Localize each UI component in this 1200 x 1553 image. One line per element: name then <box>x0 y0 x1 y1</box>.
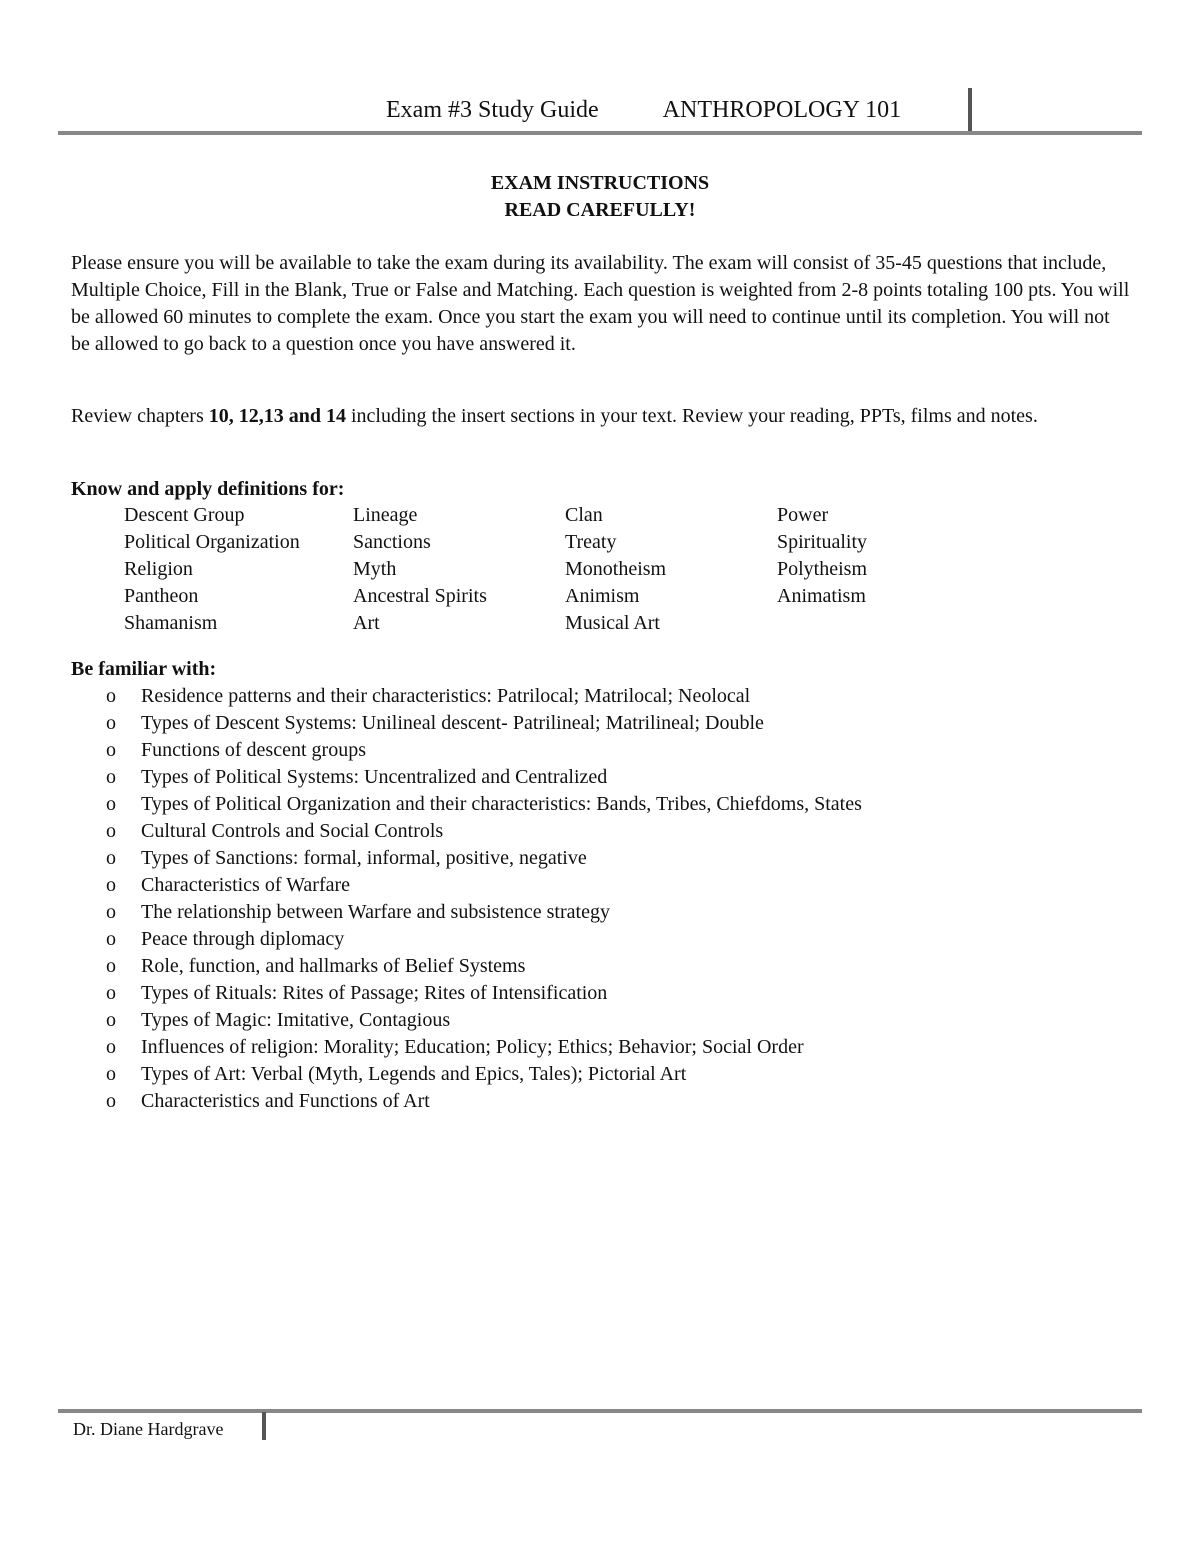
list-item-text: Types of Rituals: Rites of Passage; Rites of Intensification <box>141 982 608 1004</box>
definition-term: Animism <box>565 585 640 607</box>
definition-term: Religion <box>124 558 193 580</box>
definition-term: Power <box>777 504 829 526</box>
list-item-text: Influences of religion: Morality; Education; Policy; Ethics; Behavior; Social Order <box>141 1036 804 1058</box>
definitions-row <box>124 583 977 610</box>
hollow-bullet-icon: o <box>106 1036 116 1058</box>
footer-rule <box>58 1409 1142 1413</box>
instructions-title-line2: READ CAREFULLY! <box>504 199 696 221</box>
review-chapters-b: 14 <box>325 405 346 427</box>
familiar-heading: Be familiar with: <box>71 658 217 680</box>
hollow-bullet-icon: o <box>106 820 116 842</box>
definitions-row <box>124 610 977 637</box>
list-item-text: The relationship between Warfare and subsistence strategy <box>141 901 610 923</box>
list-item-text: Types of Sanctions: formal, informal, positive, negative <box>141 847 587 869</box>
page-header <box>386 94 901 126</box>
course-name: ANTHROPOLOGY 101 <box>662 97 902 123</box>
definition-term: Political Organization <box>124 531 300 553</box>
definition-term: Clan <box>565 504 603 526</box>
instructions-paragraph: Please ensure you will be available to take the exam during its availability. The exam will consist of 35-45 questions that include, Multiple Choice, Fill in the Blank, True or False and Matching. Each question is weighted from 2-8 points totaling 100 pts. You will be allowed 60 minutes to complete the exam. Once you start the exam you will need to continue until its completion. You will not be allowed to go back to a question once you have answered it. <box>71 252 1130 355</box>
list-item-text: Residence patterns and their characteristics: Patrilocal; Matrilocal; Neolocal <box>141 685 751 707</box>
hollow-bullet-icon: o <box>106 1009 116 1031</box>
hollow-bullet-icon: o <box>106 982 116 1004</box>
list-item-text: Types of Political Systems: Uncentralized and Centralized <box>141 766 608 788</box>
definition-term: Ancestral Spirits <box>353 585 487 607</box>
definition-term: Musical Art <box>565 612 660 634</box>
definition-term: Art <box>353 612 380 634</box>
hollow-bullet-icon: o <box>106 874 116 896</box>
list-item-text: Characteristics and Functions of Art <box>141 1090 430 1112</box>
guide-title: Exam #3 Study Guide <box>386 97 599 123</box>
definition-term <box>777 610 977 637</box>
list-item-text: Types of Descent Systems: Unilineal descent- Patrilineal; Matrilineal; Double <box>141 712 764 734</box>
hollow-bullet-icon: o <box>106 793 116 815</box>
list-item-text: Peace through diplomacy <box>141 928 345 950</box>
definition-term: Sanctions <box>353 531 431 553</box>
definition-term: Spirituality <box>777 531 867 553</box>
definition-term: Animatism <box>777 585 866 607</box>
definitions-grid <box>124 502 977 637</box>
header-rule <box>58 131 1142 135</box>
instructions-title-line1: EXAM INSTRUCTIONS <box>490 172 710 194</box>
review-chapters-a: 10, 12,13 <box>208 405 284 427</box>
hollow-bullet-icon: o <box>106 685 116 707</box>
definition-term: Polytheism <box>777 558 868 580</box>
list-item-text: Functions of descent groups <box>141 739 366 761</box>
definition-term: Treaty <box>565 531 617 553</box>
definitions-row <box>124 502 977 529</box>
hollow-bullet-icon: o <box>106 928 116 950</box>
hollow-bullet-icon: o <box>106 766 116 788</box>
definition-term: Shamanism <box>124 612 218 634</box>
hollow-bullet-icon: o <box>106 955 116 977</box>
hollow-bullet-icon: o <box>106 712 116 734</box>
hollow-bullet-icon: o <box>106 1090 116 1112</box>
hollow-bullet-icon: o <box>106 1063 116 1085</box>
definition-term: Descent Group <box>124 504 245 526</box>
definition-term: Lineage <box>353 504 418 526</box>
list-item-text: Cultural Controls and Social Controls <box>141 820 444 842</box>
definition-term: Monotheism <box>565 558 667 580</box>
definitions-row <box>124 556 977 583</box>
list-item-text: Types of Magic: Imitative, Contagious <box>141 1009 451 1031</box>
header-vertical-bar <box>968 88 972 134</box>
list-item-text: Types of Art: Verbal (Myth, Legends and Epics, Tales); Pictorial Art <box>141 1063 687 1085</box>
hollow-bullet-icon: o <box>106 847 116 869</box>
definition-term: Myth <box>353 558 397 580</box>
review-and: and <box>283 405 326 427</box>
definitions-heading: Know and apply definitions for: <box>71 478 345 500</box>
review-after: including the insert sections in your text. Review your reading, PPTs, films and notes. <box>345 405 1038 427</box>
instructions-title <box>0 170 1200 224</box>
review-before: Review chapters <box>71 405 209 427</box>
footer-vertical-bar <box>262 1412 266 1440</box>
list-item-text: Types of Political Organization and their characteristics: Bands, Tribes, Chiefdoms, States <box>141 793 862 815</box>
list-item-text: Characteristics of Warfare <box>141 874 351 896</box>
review-paragraph <box>71 403 1131 430</box>
hollow-bullet-icon: o <box>106 901 116 923</box>
footer-author: Dr. Diane Hardgrave <box>73 1419 224 1439</box>
hollow-bullet-icon: o <box>106 739 116 761</box>
definitions-row <box>124 529 977 556</box>
list-item-text: Role, function, and hallmarks of Belief Systems <box>141 955 526 977</box>
definition-term: Pantheon <box>124 585 199 607</box>
